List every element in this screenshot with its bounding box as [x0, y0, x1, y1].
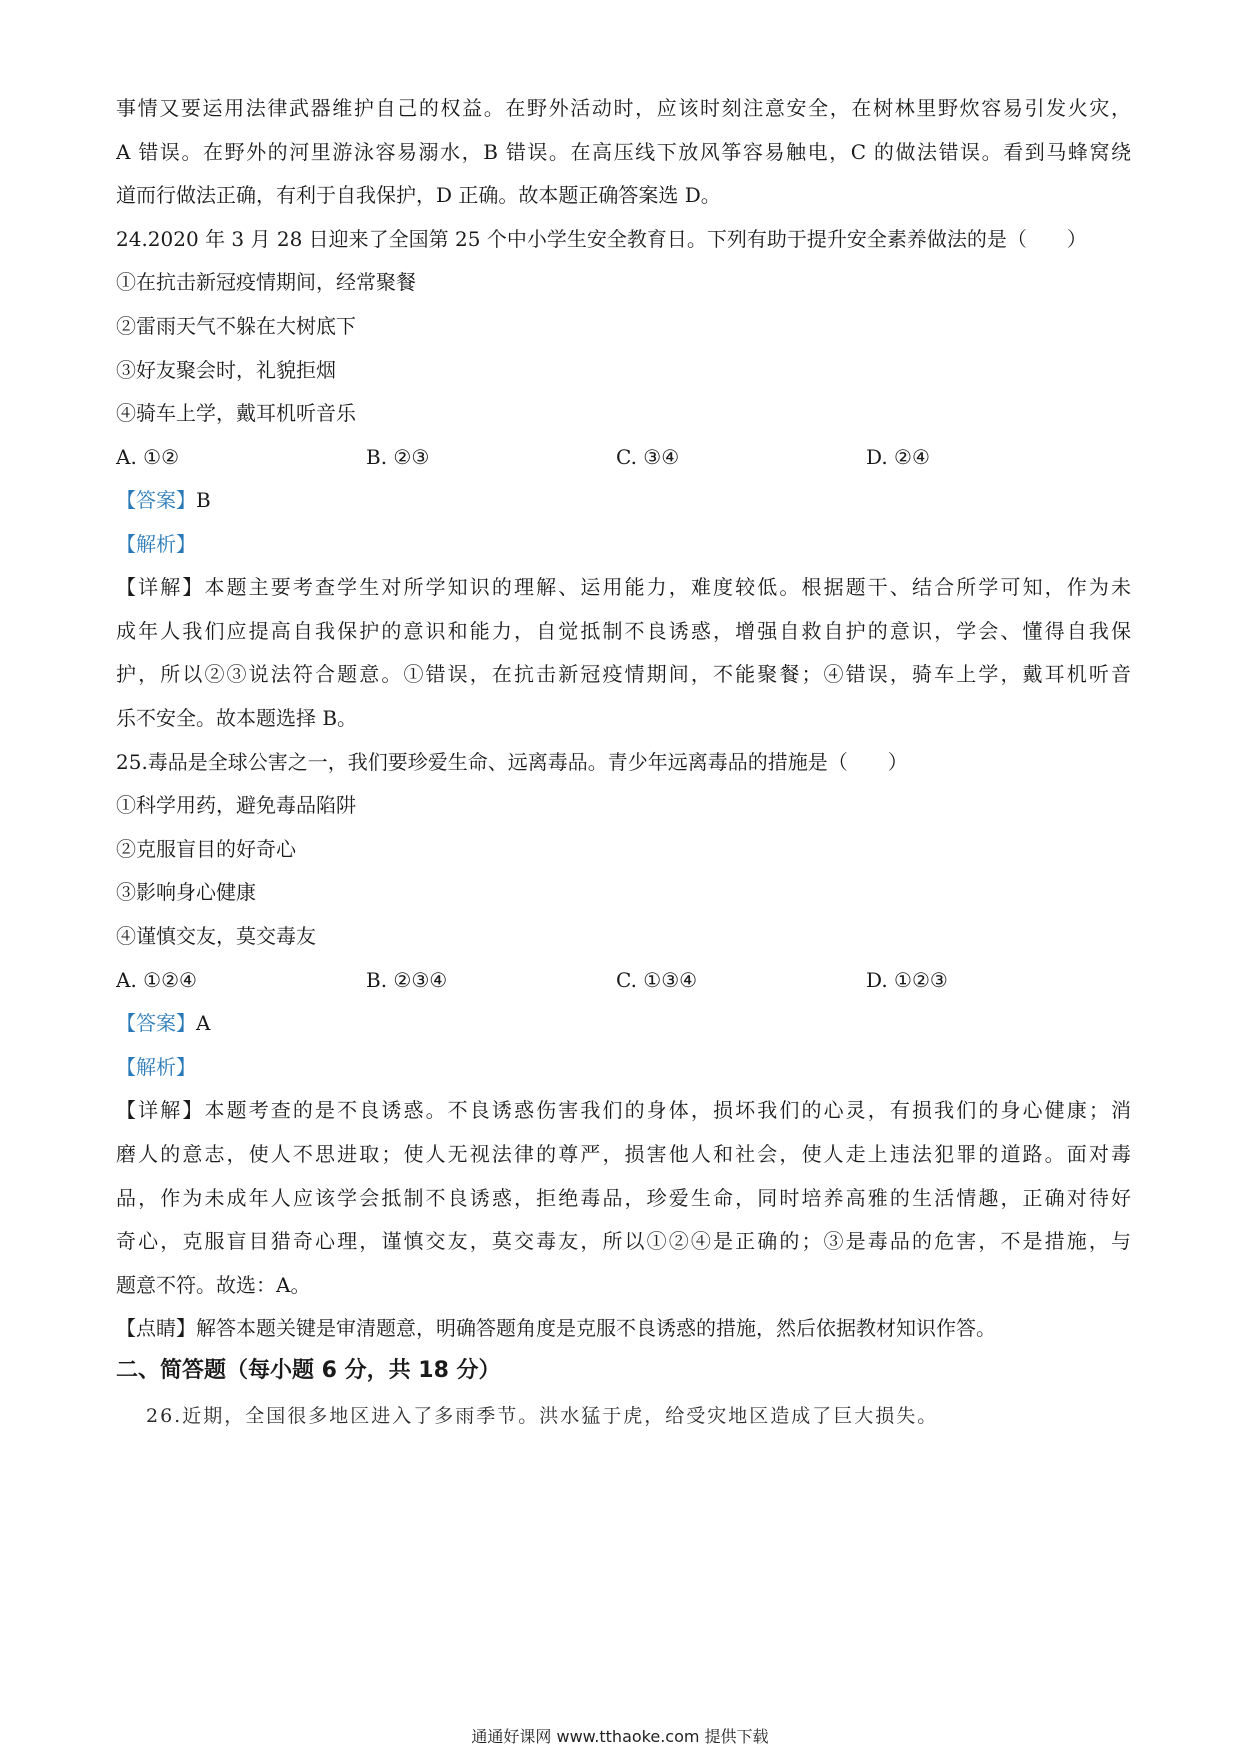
- q24-detail-line-1: [116, 573, 1131, 601]
- q24-option-b: B. ②③: [366, 445, 430, 469]
- q25-options: [116, 966, 1131, 994]
- q25-tip-tag: 【点睛】: [116, 1316, 196, 1340]
- q24-options: [116, 443, 1131, 471]
- section-heading: 二、简答题（每小题 6 分，共 18 分）: [116, 1358, 501, 1383]
- q24-answer-label: 【答案】: [116, 488, 196, 512]
- q25-analysis-label: 【解析】: [116, 1055, 196, 1079]
- q25-tip-text: 解答本题关键是审清题意，明确答题角度是克服不良诱惑的措施，然后依据教材知识作答。: [196, 1316, 996, 1340]
- q25-item-3: ③影响身心健康: [116, 880, 256, 904]
- q24-item-1: ①在抗击新冠疫情期间，经常聚餐: [116, 270, 416, 294]
- q25-answer-value: A: [196, 1011, 211, 1035]
- q24-item-3: ③好友聚会时，礼貌拒烟: [116, 358, 336, 382]
- q24-option-a: A. ①②: [116, 445, 180, 469]
- q25-detail-tag: 【详解】: [116, 1098, 205, 1122]
- q25-analysis: [116, 1053, 1131, 1081]
- q24-analysis: [116, 530, 1131, 558]
- q24-answer: [116, 486, 1131, 514]
- intro-line-2: A 错误。在野外的河里游泳容易溺水，B 错误。在高压线下放风筝容易触电，C 的做法错误。看到马蜂窝绕: [116, 140, 1131, 164]
- q25-option-b: B. ②③④: [366, 968, 448, 992]
- q24-detail-tag: 【详解】: [116, 575, 205, 599]
- intro-line-1: 事情又要运用法律武器维护自己的权益。在野外活动时，应该时刻注意安全，在树林里野炊容易引发火灾，: [116, 96, 1131, 120]
- q24-option-d: D. ②④: [866, 445, 930, 469]
- q25-option-d: D. ①②③: [866, 968, 948, 992]
- q24-detail-line-4: 乐不安全。故本题选择 B。: [116, 706, 358, 730]
- q25-detail-line-2: 磨人的意志，使人不思进取；使人无视法律的尊严，损害他人和社会，使人走上违法犯罪的道路。面对毒: [116, 1142, 1131, 1166]
- q25-detail-text-1: 本题考查的是不良诱惑。不良诱惑伤害我们的身体，损坏我们的心灵，有损我们的身心健康；消: [204, 1098, 1131, 1122]
- q25-detail-line-1: [116, 1096, 1131, 1124]
- q24-detail-line-2: 成年人我们应提高自我保护的意识和能力，自觉抵制不良诱惑，增强自救自护的意识，学会、懂得自我保: [116, 619, 1131, 643]
- q24-answer-value: B: [196, 488, 211, 512]
- q26-stem: 26.近期，全国很多地区进入了多雨季节。洪水猛于虎，给受灾地区造成了巨大损失。: [146, 1405, 939, 1427]
- q25-option-c: C. ①③④: [616, 968, 698, 992]
- q25-answer: [116, 1009, 1131, 1037]
- q25-detail-line-3: 品，作为未成年人应该学会抵制不良诱惑，拒绝毒品，珍爱生命，同时培养高雅的生活情趣，正确对待好: [116, 1186, 1131, 1210]
- q25-item-4: ④谨慎交友，莫交毒友: [116, 924, 316, 948]
- q24-option-c: C. ③④: [616, 445, 680, 469]
- q24-stem: 24.2020 年 3 月 28 日迎来了全国第 25 个中小学生安全教育日。下列有助于提升安全素养做法的是（ ）: [116, 227, 1087, 251]
- q24-detail-text-1: 本题主要考查学生对所学知识的理解、运用能力，难度较低。根据题干、结合所学可知，作为未: [204, 575, 1131, 599]
- q25-tip: [116, 1314, 1131, 1342]
- q24-detail-line-3: 护，所以②③说法符合题意。①错误，在抗击新冠疫情期间，不能聚餐；④错误，骑车上学，戴耳机听音: [116, 662, 1131, 686]
- q25-answer-label: 【答案】: [116, 1011, 196, 1035]
- q25-detail-line-5: 题意不符。故选：A。: [116, 1273, 311, 1297]
- q25-detail-line-4: 奇心，克服盲目猎奇心理，谨慎交友，莫交毒友，所以①②④是正确的；③是毒品的危害，不是措施，与: [116, 1229, 1131, 1253]
- intro-line-3: 道而行做法正确，有利于自我保护，D 正确。故本题正确答案选 D。: [116, 183, 721, 207]
- q24-analysis-label: 【解析】: [116, 532, 196, 556]
- page-footer: 通通好课网 www.tthaoke.com 提供下载: [471, 1727, 769, 1746]
- q25-option-a: A. ①②④: [116, 968, 197, 992]
- q25-item-1: ①科学用药，避免毒品陷阱: [116, 793, 356, 817]
- q24-item-4: ④骑车上学，戴耳机听音乐: [116, 401, 356, 425]
- q24-item-2: ②雷雨天气不躲在大树底下: [116, 314, 356, 338]
- q25-stem: 25.毒品是全球公害之一，我们要珍爱生命、远离毒品。青少年远离毒品的措施是（ ）: [116, 750, 908, 774]
- q25-item-2: ②克服盲目的好奇心: [116, 837, 296, 861]
